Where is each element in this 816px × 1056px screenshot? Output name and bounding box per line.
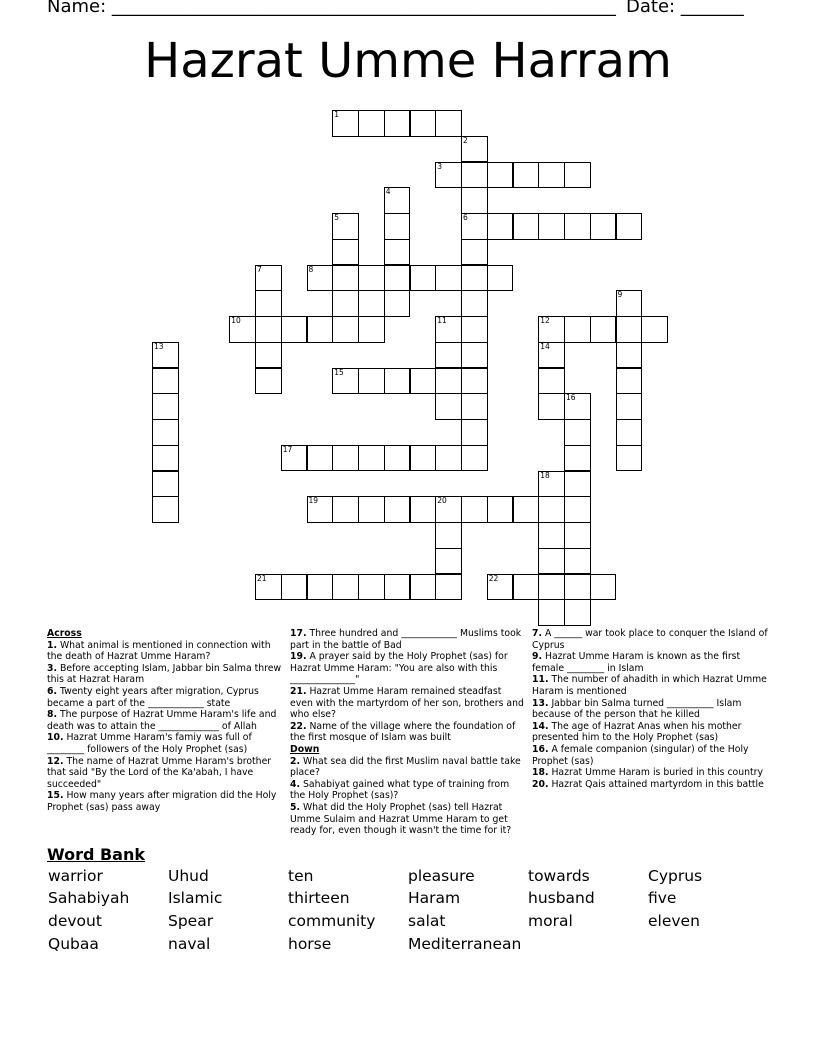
down-clue-list-continued <box>532 628 768 790</box>
word-bank-word: Uhud <box>168 867 209 885</box>
grid-cell[interactable] <box>332 496 359 523</box>
grid-cell[interactable] <box>281 574 308 601</box>
clue-text: A prayer said by the Holy Prophet (sas) for Hazrat Umme Haram: "You are also with this ______________" <box>290 651 508 686</box>
grid-cell[interactable] <box>564 496 591 523</box>
grid-cell[interactable] <box>384 445 411 472</box>
cell-number: 4 <box>385 187 391 197</box>
grid-cell[interactable] <box>616 393 643 420</box>
grid-cell[interactable] <box>538 393 565 420</box>
grid-cell[interactable] <box>332 265 359 292</box>
cell-number: 2 <box>463 135 468 145</box>
grid-cell[interactable] <box>332 445 359 472</box>
grid-cell[interactable] <box>538 316 565 343</box>
grid-cell[interactable] <box>538 342 565 369</box>
grid-cell[interactable] <box>461 136 488 163</box>
cell-number: 10 <box>231 316 241 325</box>
clue-number: 9. <box>532 651 543 663</box>
word-bank-word: husband <box>528 889 595 907</box>
grid-cell[interactable] <box>435 316 462 343</box>
grid-cell[interactable] <box>410 265 437 292</box>
clue-number: 10. <box>47 732 64 744</box>
clue-text: How many years after migration did the Holy Prophet (sas) pass away <box>47 790 277 813</box>
grid-cell[interactable] <box>461 445 488 472</box>
clue-item <box>532 744 768 767</box>
clue-number: 5. <box>290 801 301 813</box>
grid-cell[interactable] <box>384 265 411 292</box>
grid-cell[interactable] <box>564 522 591 549</box>
clue-item <box>47 732 283 755</box>
word-bank-word: pleasure <box>408 867 475 885</box>
clue-number: 3. <box>47 662 58 674</box>
cell-number: 15 <box>334 367 344 377</box>
cell-number: 13 <box>154 341 164 351</box>
clue-text: What sea did the first Muslim naval battle take place? <box>290 755 521 779</box>
grid-cell[interactable] <box>332 213 359 240</box>
grid-cell[interactable] <box>332 574 359 601</box>
clue-number: 7. <box>532 628 543 639</box>
grid-cell[interactable] <box>410 110 437 137</box>
grid-cell[interactable] <box>358 445 385 472</box>
clue-item <box>290 802 526 837</box>
grid-cell[interactable] <box>332 290 359 317</box>
grid-cell[interactable] <box>564 574 591 601</box>
grid-cell[interactable] <box>152 419 179 446</box>
clue-item <box>290 756 526 779</box>
clue-item <box>290 721 526 744</box>
grid-cell[interactable] <box>410 574 437 601</box>
grid-cell[interactable] <box>255 342 282 369</box>
grid-cell[interactable] <box>152 393 179 420</box>
grid-cell[interactable] <box>564 471 591 498</box>
grid-cell[interactable] <box>332 368 359 395</box>
word-bank-word: ten <box>288 867 314 885</box>
grid-cell[interactable] <box>358 265 385 292</box>
grid-cell[interactable] <box>564 599 591 626</box>
grid-cell[interactable] <box>461 342 488 369</box>
grid-cell[interactable] <box>461 265 488 292</box>
grid-cell[interactable] <box>564 419 591 446</box>
grid-cell[interactable] <box>538 471 565 498</box>
grid-cell[interactable] <box>384 213 411 240</box>
clue-item <box>532 698 768 721</box>
clue-text: Sahabiyat gained what type of training from the Holy Prophet (sas)? <box>290 778 510 802</box>
grid-cell[interactable] <box>538 548 565 575</box>
across-clue-list-continued <box>290 628 526 744</box>
clue-text: The purpose of Hazrat Umme Haram's life and death was to attain the _____________ of Allah <box>47 709 277 732</box>
word-bank-word: community <box>288 912 376 930</box>
grid-cell[interactable] <box>538 213 565 240</box>
clue-item <box>290 686 526 721</box>
grid-cell[interactable] <box>435 496 462 523</box>
clue-text: Name of the village where the foundation of the first mosque of Islam was built <box>290 720 516 744</box>
grid-cell[interactable] <box>332 239 359 266</box>
clue-item <box>532 674 768 697</box>
grid-cell[interactable] <box>590 316 617 343</box>
clue-number: 11. <box>532 674 549 686</box>
grid-cell[interactable] <box>564 162 591 189</box>
page-title: Hazrat Umme Harram <box>144 33 672 89</box>
clue-text: Twenty eight years after migration, Cyprus became a part of the ____________ state <box>47 685 259 709</box>
clue-text: A female companion (singular) of the Holy Prophet (sas) <box>532 743 749 767</box>
grid-cell[interactable] <box>410 445 437 472</box>
word-bank-word: moral <box>528 912 573 930</box>
grid-cell[interactable] <box>641 316 668 343</box>
grid-cell[interactable] <box>461 290 488 317</box>
clue-item <box>290 779 526 802</box>
cell-number: 5 <box>334 213 340 222</box>
cell-number: 21 <box>257 573 267 583</box>
grid-cell[interactable] <box>487 213 514 240</box>
grid-cell[interactable] <box>564 316 591 343</box>
down-heading: Down <box>290 743 320 755</box>
clue-number: 14. <box>532 720 549 732</box>
clue-item <box>290 628 526 651</box>
word-bank-word: thirteen <box>288 889 350 907</box>
grid-cell[interactable] <box>487 162 514 189</box>
word-bank-word: salat <box>408 912 446 930</box>
grid-cell[interactable] <box>384 110 411 137</box>
cell-number: 6 <box>463 213 468 222</box>
grid-cell[interactable] <box>255 316 282 343</box>
down-clue-list <box>290 756 526 837</box>
grid-cell[interactable] <box>410 496 437 523</box>
word-bank-word: Islamic <box>168 889 223 907</box>
grid-cell[interactable] <box>255 290 282 317</box>
grid-cell[interactable] <box>384 368 411 395</box>
clues-column-1 <box>47 628 283 814</box>
cell-number: 19 <box>308 496 319 506</box>
clue-number: 22. <box>290 720 307 732</box>
word-bank-word: Qubaa <box>48 935 99 953</box>
clue-number: 8. <box>47 709 58 721</box>
clue-item <box>47 756 283 791</box>
grid-cell[interactable] <box>616 419 643 446</box>
grid-cell[interactable] <box>435 265 462 292</box>
clue-item <box>47 790 283 813</box>
clues-column-2 <box>290 628 526 837</box>
grid-cell[interactable] <box>384 574 411 601</box>
grid-cell[interactable] <box>616 445 643 472</box>
word-bank-word: Spear <box>168 912 214 930</box>
grid-cell[interactable] <box>358 316 385 343</box>
clue-item <box>532 628 768 651</box>
grid-cell[interactable] <box>152 368 179 395</box>
grid-cell[interactable] <box>461 496 488 523</box>
grid-cell[interactable] <box>616 342 643 369</box>
grid-cell[interactable] <box>461 419 488 446</box>
grid-cell[interactable] <box>513 213 540 240</box>
clue-item <box>47 663 283 686</box>
cell-number: 16 <box>566 393 576 403</box>
grid-cell[interactable] <box>538 522 565 549</box>
clue-number: 6. <box>47 685 58 697</box>
clues-column-3 <box>532 628 768 790</box>
word-bank-word: Sahabiyah <box>48 889 130 907</box>
grid-cell[interactable] <box>487 496 514 523</box>
clue-item <box>532 767 768 779</box>
grid-cell[interactable] <box>435 368 462 395</box>
grid-cell[interactable] <box>461 162 488 189</box>
clue-text: What animal is mentioned in connection with the death of Hazrat Umme Haram? <box>47 639 271 663</box>
across-heading: Across <box>47 628 82 639</box>
grid-cell[interactable] <box>384 496 411 523</box>
clue-text: Hazrat Umme Haram is buried in this country <box>548 767 763 779</box>
grid-cell[interactable] <box>461 393 488 420</box>
grid-cell[interactable] <box>358 110 385 137</box>
grid-cell[interactable] <box>487 265 514 292</box>
grid-cell[interactable] <box>590 574 617 601</box>
grid-cell[interactable] <box>616 213 643 240</box>
cell-number: 8 <box>308 264 314 274</box>
grid-cell[interactable] <box>538 368 565 395</box>
grid-cell[interactable] <box>538 162 565 189</box>
grid-cell[interactable] <box>513 574 540 601</box>
grid-cell[interactable] <box>461 213 488 240</box>
clue-text: The age of Hazrat Anas when his mother presented him to the Holy Prophet (sas) <box>532 720 742 744</box>
date-field-label: Date: _______ <box>626 0 744 17</box>
cell-number: 22 <box>488 573 499 583</box>
grid-cell[interactable] <box>564 445 591 472</box>
grid-cell[interactable] <box>410 368 437 395</box>
clue-number: 15. <box>47 790 64 802</box>
clue-number: 20. <box>532 778 549 790</box>
cell-number: 11 <box>437 316 447 325</box>
clue-number: 12. <box>47 755 64 767</box>
clue-text: A ______ war took place to conquer the Island of Cyprus <box>532 628 768 651</box>
grid-cell[interactable] <box>616 316 643 343</box>
grid-cell[interactable] <box>564 393 591 420</box>
grid-cell[interactable] <box>255 265 282 292</box>
grid-cell[interactable] <box>152 471 179 498</box>
clue-text: Jabbar bin Salma turned __________ Islam because of the person that he killed <box>532 697 742 721</box>
clue-number: 16. <box>532 743 549 755</box>
grid-cell[interactable] <box>307 445 334 472</box>
grid-cell[interactable] <box>461 187 488 214</box>
clue-item <box>532 651 768 674</box>
grid-cell[interactable] <box>564 213 591 240</box>
grid-cell[interactable] <box>358 574 385 601</box>
cell-number: 14 <box>540 341 550 351</box>
clue-text: Hazrat Umme Haram remained steadfast even with the martyrdom of her son, brothers and who else? <box>290 685 524 721</box>
cell-number: 17 <box>282 444 293 454</box>
cell-number: 12 <box>540 316 550 325</box>
grid-cell[interactable] <box>435 110 462 137</box>
word-bank-word: towards <box>528 867 590 885</box>
grid-cell[interactable] <box>564 548 591 575</box>
clue-text: What did the Holy Prophet (sas) tell Hazrat Umme Sulaim and Hazrat Umme Haram to get ready for, even though it wasn't the time for it? <box>290 801 512 837</box>
grid-cell[interactable] <box>384 239 411 266</box>
clue-text: Three hundred and ____________ Muslims took part in the battle of Bad <box>290 628 522 651</box>
clue-number: 13. <box>532 697 549 709</box>
word-bank-word: devout <box>48 912 102 930</box>
word-bank-word: Haram <box>408 889 461 907</box>
grid-cell[interactable] <box>435 342 462 369</box>
clue-text: The name of Hazrat Umme Haram's brother that said "By the Lord of the Ka'abah, I have succeeded" <box>47 755 272 790</box>
grid-cell[interactable] <box>538 496 565 523</box>
grid-cell[interactable] <box>255 574 282 601</box>
clue-number: 19. <box>290 651 307 663</box>
grid-cell[interactable] <box>152 445 179 472</box>
grid-cell[interactable] <box>332 110 359 137</box>
clue-item <box>532 779 768 791</box>
grid-cell[interactable] <box>255 368 282 395</box>
grid-cell[interactable] <box>513 496 540 523</box>
grid-cell[interactable] <box>307 496 334 523</box>
grid-cell[interactable] <box>461 316 488 343</box>
clue-item <box>47 640 283 663</box>
clue-text: Hazrat Qais attained martyrdom in this battle <box>548 778 764 790</box>
clue-text: Hazrat Umme Haram is known as the first female ________ in Islam <box>532 651 741 674</box>
clue-item <box>290 651 526 686</box>
grid-cell[interactable] <box>281 445 308 472</box>
grid-cell[interactable] <box>358 496 385 523</box>
clue-item <box>532 721 768 744</box>
grid-cell[interactable] <box>461 239 488 266</box>
grid-cell[interactable] <box>461 368 488 395</box>
word-bank-word: eleven <box>648 912 700 930</box>
grid-cell[interactable] <box>152 342 179 369</box>
grid-cell[interactable] <box>384 187 411 214</box>
grid-cell[interactable] <box>307 316 334 343</box>
cell-number: 1 <box>334 110 340 119</box>
clue-number: 18. <box>532 767 549 779</box>
name-field-label: Name: ________________________________________________________ <box>47 0 616 17</box>
clue-text: Before accepting Islam, Jabbar bin Salma threw this at Hazrat Haram <box>47 662 282 686</box>
grid-cell[interactable] <box>487 574 514 601</box>
clue-number: 4. <box>290 778 301 790</box>
grid-cell[interactable] <box>435 574 462 601</box>
word-bank-word: five <box>648 889 677 907</box>
clue-item <box>47 686 283 709</box>
clue-item <box>47 709 283 732</box>
grid-cell[interactable] <box>538 574 565 601</box>
cell-number: 7 <box>257 264 262 274</box>
grid-cell[interactable] <box>358 368 385 395</box>
grid-cell[interactable] <box>435 548 462 575</box>
word-bank-word: Mediterranean <box>408 935 522 953</box>
cell-number: 9 <box>617 290 623 300</box>
word-bank-word: warrior <box>48 867 103 885</box>
grid-cell[interactable] <box>435 393 462 420</box>
clue-text: The number of ahadith in which Hazrat Umme Haram is mentioned <box>532 674 767 697</box>
word-bank-word: naval <box>168 935 211 953</box>
grid-cell[interactable] <box>152 496 179 523</box>
grid-cell[interactable] <box>307 265 334 292</box>
grid-cell[interactable] <box>590 213 617 240</box>
grid-cell[interactable] <box>307 574 334 601</box>
grid-cell[interactable] <box>616 290 643 317</box>
clue-number: 17. <box>290 628 307 639</box>
grid-cell[interactable] <box>332 316 359 343</box>
word-bank-word: Cyprus <box>648 867 703 885</box>
grid-cell[interactable] <box>435 162 462 189</box>
grid-cell[interactable] <box>435 445 462 472</box>
grid-cell[interactable] <box>384 290 411 317</box>
grid-cell[interactable] <box>513 162 540 189</box>
grid-cell[interactable] <box>538 599 565 626</box>
clue-text: Hazrat Umme Haram's famiy was full of ________ followers of the Holy Prophet (sas) <box>47 732 252 755</box>
grid-cell[interactable] <box>616 368 643 395</box>
clue-number: 2. <box>290 755 301 767</box>
cell-number: 20 <box>437 496 447 506</box>
word-bank-title: Word Bank <box>47 845 146 864</box>
across-clue-list <box>47 640 283 814</box>
clue-number: 1. <box>47 639 58 651</box>
grid-cell[interactable] <box>435 522 462 549</box>
grid-cell[interactable] <box>229 316 256 343</box>
clue-number: 21. <box>290 685 307 697</box>
word-bank-word: horse <box>288 935 332 953</box>
grid-cell[interactable] <box>281 316 308 343</box>
cell-number: 18 <box>540 470 550 480</box>
cell-number: 3 <box>437 161 443 171</box>
